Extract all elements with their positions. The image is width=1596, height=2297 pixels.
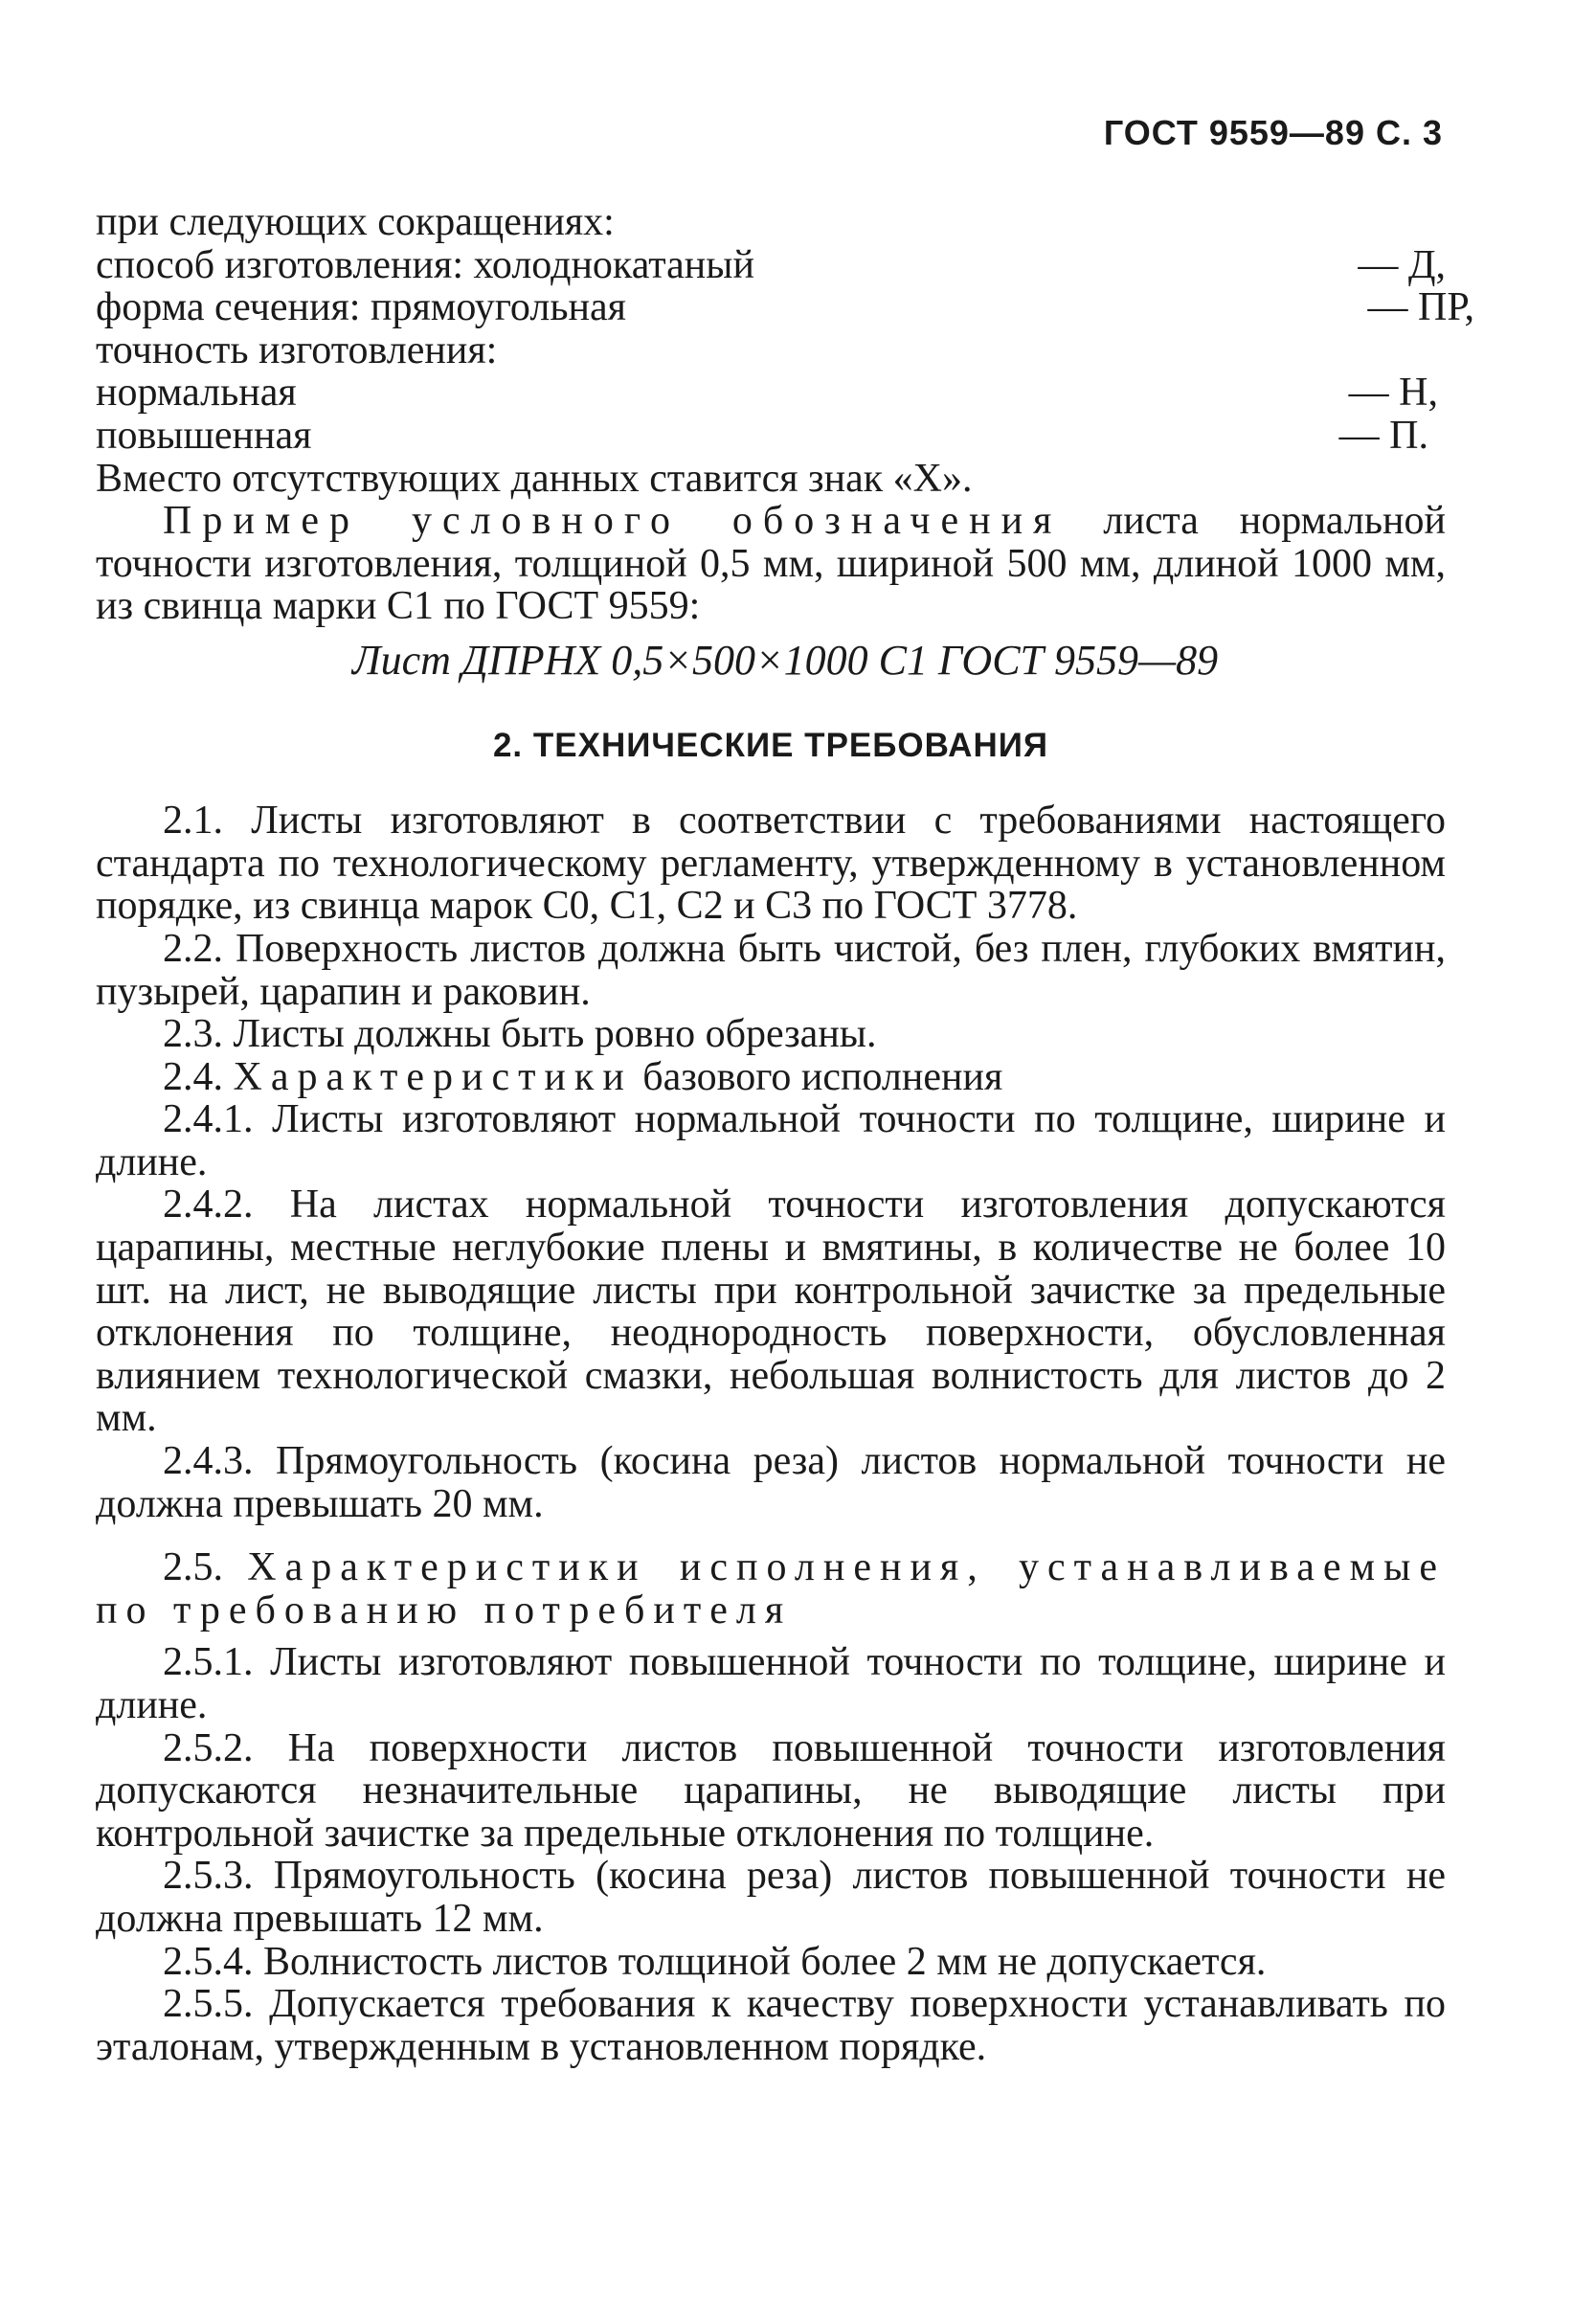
clause-2-5-4: 2.5.4. Волнистость листов толщиной более 2 мм не допускается. bbox=[163, 1939, 1267, 1984]
clause-spaced-heading: Характеристики bbox=[233, 1054, 633, 1099]
clause-2-3: 2.3. Листы должны быть ровно обрезаны. bbox=[163, 1012, 877, 1057]
abbreviation-row-precision bbox=[96, 329, 1446, 372]
abbreviation-label: повышенная bbox=[96, 413, 312, 458]
abbreviation-value: — Н, bbox=[1348, 371, 1438, 416]
clause-spaced-heading: Характеристики исполнения, устанавливаемые по требованию потребителя bbox=[96, 1545, 1446, 1633]
clause-heading-rest: базового исполнения bbox=[632, 1054, 1003, 1099]
example-designation: Лист ДПРНХ 0,5×500×1000 С1 ГОСТ 9559—89 bbox=[351, 636, 1219, 684]
clause-2-5-5: 2.5.5. Допускается требования к качеству поверхности устанавливать по эталонам, утвержденным в установленном порядке. bbox=[96, 1982, 1446, 2069]
clause-2-5-3: 2.5.3. Прямоугольность (косина реза) листов повышенной точности не должна превышать 12 мм. bbox=[96, 1854, 1446, 1941]
clause-2-2: 2.2. Поверхность листов должна быть чистой, без плен, глубоких вмятин, пузырей, царапин и раковин. bbox=[96, 926, 1446, 1014]
abbreviations-intro: при следующих сокращениях: bbox=[96, 200, 615, 244]
example-lead: Пример условного обозначения bbox=[163, 499, 1063, 544]
clause-2-5-2: 2.5.2. На поверхности листов повышенной точности изготовления допускаются незначительные царапины, не выводящие листы при контрольной зачистке за предельные отклонения по толщине. bbox=[96, 1725, 1446, 1856]
abbreviation-row-normal bbox=[96, 372, 1446, 415]
abbreviation-label: нормальная bbox=[96, 371, 297, 416]
abbreviation-row-method bbox=[96, 244, 1446, 287]
clause-2-1: 2.1. Листы изготовляют в соответствии с требованиями настоящего стандарта по технологическому регламенту, утвержденному в установленном порядке, из свинца марок С0, С1, С2 и С3 по ГОСТ 3778. bbox=[96, 799, 1446, 929]
page-header: ГОСТ 9559—89 С. 3 bbox=[1103, 113, 1443, 152]
abbreviation-value: — ПР, bbox=[1367, 285, 1474, 330]
clause-2-4 bbox=[96, 1056, 1446, 1099]
section-title: 2. ТЕХНИЧЕСКИЕ ТРЕБОВАНИЯ bbox=[492, 726, 1049, 764]
document-body bbox=[96, 200, 1474, 2069]
clause-2-4-1: 2.4.1. Листы изготовляют нормальной точности по толщине, ширине и длине. bbox=[96, 1097, 1446, 1184]
clause-2-5-1: 2.5.1. Листы изготовляют повышенной точности по толщине, ширине и длине. bbox=[96, 1640, 1446, 1727]
abbreviation-value: — Д, bbox=[1358, 242, 1446, 287]
abbreviation-row-increased bbox=[96, 415, 1446, 458]
abbreviation-label: точность изготовления: bbox=[96, 327, 498, 372]
clause-number: 2.5. bbox=[163, 1545, 248, 1590]
abbreviation-label: форма сечения: прямоугольная bbox=[96, 285, 626, 330]
clause-2-5 bbox=[96, 1546, 1446, 1632]
abbreviation-row-section bbox=[96, 285, 1474, 330]
missing-data-note: Вместо отсутствующих данных ставится знак «Х». bbox=[96, 456, 973, 501]
example-text: листа нормальной точности изготовления, толщиной 0,5 мм, шириной 500 мм, длиной 1000 мм, из свинца марки С1 по ГОСТ 9559: bbox=[96, 499, 1446, 629]
clause-2-4-2: 2.4.2. На листах нормальной точности изготовления допускаются царапины, местные неглубокие плены и вмятины, в количестве не более 10 шт. на лист, не выводящие листы при контрольной зачистке за предельные отклонения по толщине, неоднородность поверхности, обусловленная влиянием технологической смазки, небольшая волнистость для листов до 2 мм. bbox=[96, 1182, 1446, 1441]
abbreviation-label: способ изготовления: холоднокатаный bbox=[96, 242, 754, 287]
example-paragraph bbox=[96, 500, 1446, 628]
abbreviation-value: — П. bbox=[1338, 413, 1428, 458]
clause-number: 2.4. bbox=[163, 1054, 234, 1099]
clause-2-4-3: 2.4.3. Прямоугольность (косина реза) листов нормальной точности не должна превышать 20 мм. bbox=[96, 1439, 1446, 1526]
